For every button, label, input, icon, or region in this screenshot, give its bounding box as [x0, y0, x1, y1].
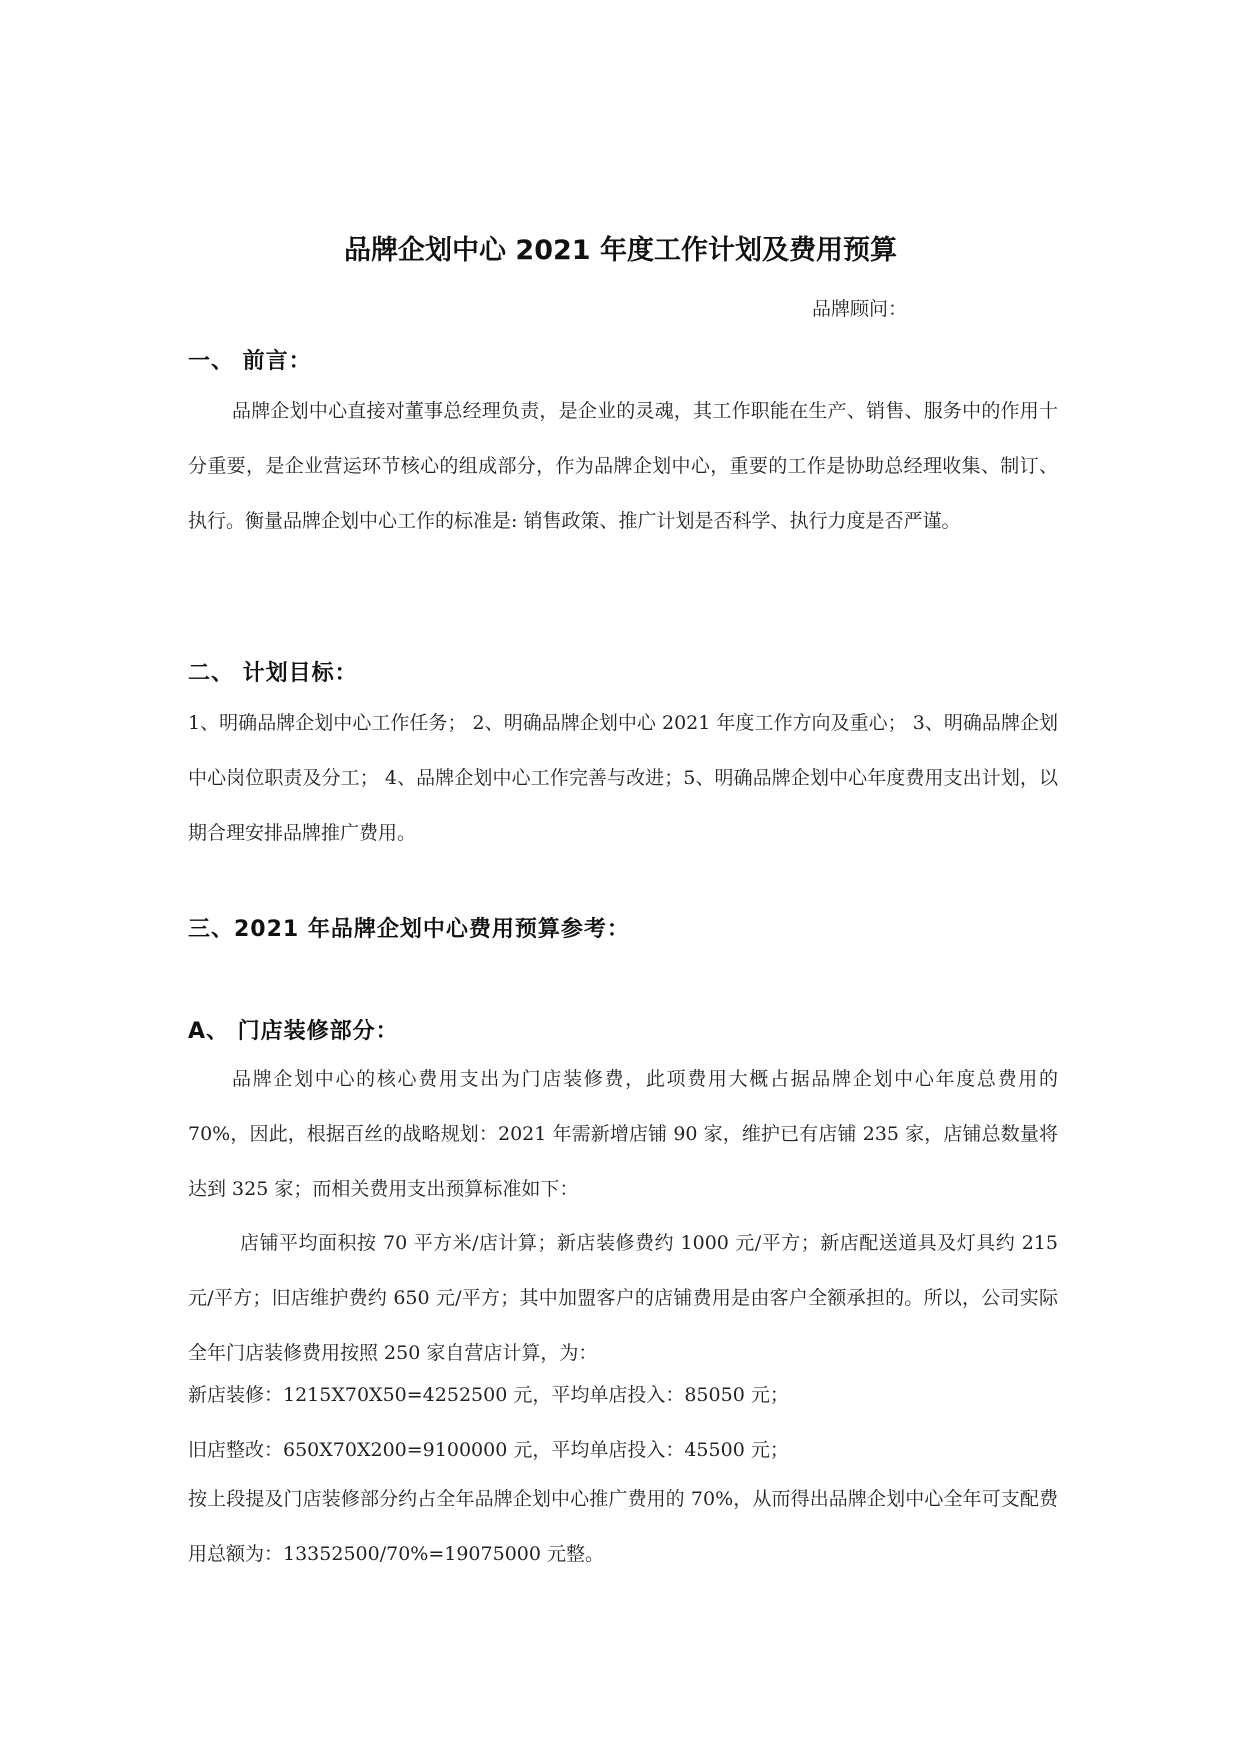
document-title: 品牌企划中心 2021 年度工作计划及费用预算 — [344, 235, 897, 266]
store-paragraph-3: 按上段提及门店装修部分约占全年品牌企划中心推广费用的 70%，从而得出品牌企划中心全年可支配费用总额为：13352500/70%=19075000 元整。 — [188, 1488, 1058, 1565]
preface-paragraph: 品牌企划中心直接对董事总经理负责，是企业的灵魂，其工作职能在生产、销售、服务中的作用十分重要，是企业营运环节核心的组成部分，作为品牌企划中心，重要的工作是协助总经理收集、制订、执行。衡量品牌企划中心工作的标准是: 销售政策、推广计划是否科学、执行力度是否严谨。 — [188, 400, 1058, 532]
new-store-cost-line: 新店装修：1215X70X50=4252500 元，平均单店投入：85050 元； — [188, 1384, 789, 1406]
store-paragraph-1: 品牌企划中心的核心费用支出为门店装修费，此项费用大概占据品牌企划中心年度总费用的 70%，因此，根据百丝的战略规划：2021 年需新增店铺 90 家，维护已有店铺 235 家，店铺总数量将达到 325 家；而相关费用支出预算标准如下： — [188, 1068, 1058, 1200]
section-heading-preface: 一、 前言： — [188, 349, 312, 374]
goals-paragraph: 1、明确品牌企划中心工作任务； 2、明确品牌企划中心 2021 年度工作方向及重心； 3、明确品牌企划中心岗位职责及分工； 4、品牌企划中心工作完善与改进；5、明确品牌企划中心年度费用支出计划，以期合理安排品牌推广费用。 — [188, 712, 1058, 844]
section-heading-budget: 三、2021 年品牌企划中心费用预算参考： — [188, 917, 630, 942]
store-paragraph-2: 店铺平均面积按 70 平方米/店计算；新店装修费约 1000 元/平方；新店配送道具及灯具约 215 元/平方；旧店维护费约 650 元/平方；其中加盟客户的店铺费用是由客户全额承担的。所以，公司实际全年门店装修费用按照 250 家自营店计算，为： — [188, 1232, 1058, 1364]
advisor-label: 品牌顾问： — [812, 298, 908, 320]
old-store-cost-line: 旧店整改：650X70X200=9100000 元，平均单店投入：45500 元； — [188, 1439, 789, 1461]
section-heading-goals: 二、 计划目标： — [188, 661, 358, 686]
section-heading-store: A、 门店装修部分： — [188, 1019, 399, 1044]
